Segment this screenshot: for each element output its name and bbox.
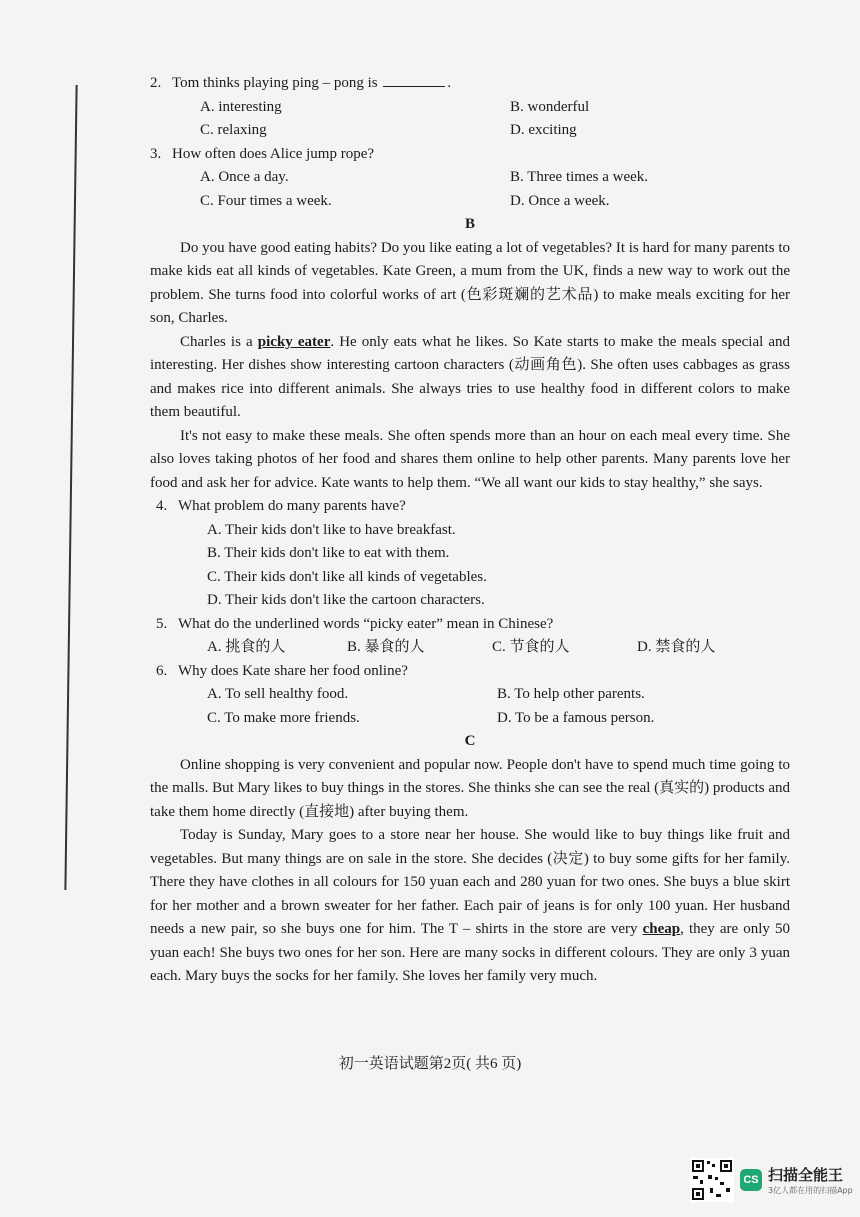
option-c: C. Their kids don't like all kinds of vegetables. <box>207 568 487 585</box>
scanner-text <box>768 1164 853 1196</box>
option-b: B. Their kids don't like to eat with them. <box>207 545 450 561</box>
question-4 <box>150 495 790 519</box>
question-number: 4. <box>156 498 168 514</box>
option-a: A. Once a day. <box>200 169 289 185</box>
option-d: D. 禁食的人 <box>637 639 716 655</box>
page-content <box>150 72 790 989</box>
question-number: 6. <box>156 662 168 679</box>
option-d: D. Their kids don't like the cartoon characters. <box>207 592 485 608</box>
option-a: A. 挑食的人 <box>207 639 286 655</box>
section-b-heading: B <box>464 216 475 232</box>
answer-blank <box>383 72 445 87</box>
scanner-watermark <box>690 1158 853 1202</box>
text-run: , they are only 50 yuan each! She buys two ones for her son. Here are many socks in different colours. They are only 3 yuan each. Mary buys the socks for her family. She loves her family very much. <box>150 921 791 984</box>
option-b: B. To help other parents. <box>497 686 645 702</box>
scanner-tagline: 3亿人都在用的扫描App <box>768 1186 853 1195</box>
question-stem: How often does Alice jump rope? <box>172 145 375 162</box>
options-q5 <box>150 636 790 660</box>
scanner-name: 扫描全能王 <box>768 1166 844 1184</box>
qr-code-icon <box>690 1158 734 1202</box>
question-2 <box>150 72 790 96</box>
option-d: D. To be a famous person. <box>497 709 655 726</box>
option-a: A. Their kids don't like to have breakfast. <box>207 521 456 538</box>
section-b-paragraph-2 <box>150 331 790 425</box>
question-stem: Why does Kate share her food online? <box>178 662 408 679</box>
question-stem: Tom thinks playing ping – pong is <box>172 75 378 91</box>
option-a: A. interesting <box>200 98 282 115</box>
text-run: Charles is a <box>180 333 253 350</box>
question-number: 2. <box>150 75 162 91</box>
question-stem: What problem do many parents have? <box>178 498 406 514</box>
option-c: C. Four times a week. <box>200 192 332 209</box>
text-run: Today is Sunday, Mary goes to a store near her house. She would like to buy things like fruit and vegetables. But many things are on sale in the store. She decides (决定) to buy some gifts for her family. There they have clothes in all colours for 150 yuan each and 280 yuan for two ones. She buys a blue skirt for her mother and a brown sweater for her father. Each pair of jeans is for only 100 yuan. Her husband needs a new pair, so she buys one for him. The T – shirts in the store are very <box>150 827 790 937</box>
option-d: D. exciting <box>510 122 577 138</box>
option-c: C. To make more friends. <box>207 709 360 726</box>
question-stem: What do the underlined words “picky eater” mean in Chinese? <box>178 615 554 632</box>
stem-end: . <box>447 75 452 91</box>
option-a: A. To sell healthy food. <box>207 686 349 702</box>
question-number: 5. <box>156 615 168 632</box>
question-5 <box>150 613 790 637</box>
section-b-paragraph-1: Do you have good eating habits? Do you like eating a lot of vegetables? It is hard for many parents to make kids eat all kinds of vegetables. Kate Green, a mum from the UK, finds a new way to work out the problem. She turns food into colorful works of art (色彩斑斓的艺术品) to make meals exciting for her son, Charles. <box>150 239 790 326</box>
options-q2 <box>150 96 790 143</box>
question-6 <box>150 660 790 684</box>
section-c-heading: C <box>464 733 476 749</box>
binding-margin-line <box>64 85 77 890</box>
text-run: . He only eats what he likes. So Kate starts to make the meals special and interesting. Her dishes show interesting cartoon characters (动画角色). She often uses cabbages as grass and makes rice into different animals. She always tries to use healthy food in different colors to make them beautiful. <box>150 333 791 420</box>
option-d: D. Once a week. <box>510 192 610 209</box>
options-q3 <box>150 166 790 213</box>
option-b: B. Three times a week. <box>510 169 649 185</box>
camscanner-logo-icon: CS <box>740 1169 762 1191</box>
options-q6 <box>150 683 790 730</box>
section-c-paragraph-1: Online shopping is very convenient and popular now. People don't have to spend much time going to the malls. But Mary likes to buy things in the stores. She thinks she can see the real (真实的) products and take them home directly (直接地) after buying them. <box>150 756 790 820</box>
section-b-paragraph-3: It's not easy to make these meals. She often spends more than an hour on each meal every time. She also loves taking photos of her food and shares them online to help other parents. Many parents love her food and ask her for advice. Kate wants to help them. “We all want our kids to stay healthy,” she says. <box>150 427 790 491</box>
section-c-paragraph-2 <box>150 824 790 989</box>
page-footer: 初一英语试题第2页( 共6 页) <box>338 1056 522 1072</box>
option-c: C. 节食的人 <box>492 639 570 655</box>
option-b: B. wonderful <box>510 98 590 115</box>
underlined-word: cheap <box>642 921 681 937</box>
option-b: B. 暴食的人 <box>347 639 425 655</box>
options-q4 <box>150 519 790 613</box>
question-number: 3. <box>150 145 162 162</box>
underlined-words: picky eater <box>257 333 331 350</box>
question-3 <box>150 143 790 167</box>
option-c: C. relaxing <box>200 122 267 138</box>
